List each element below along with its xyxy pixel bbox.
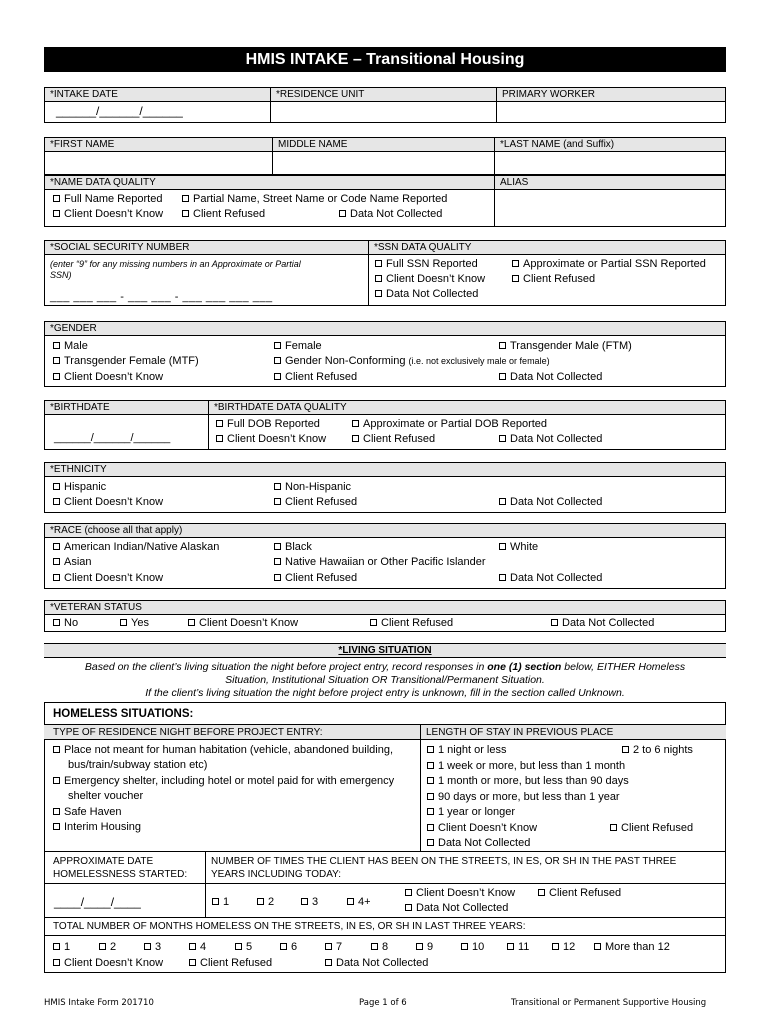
- ssn-refused-option[interactable]: [512, 272, 595, 286]
- instr-part-a: Based on the client’s living situation the night before project entry, record responses in: [84, 661, 488, 673]
- checkbox-icon: [53, 943, 60, 950]
- checkbox-icon: [274, 357, 281, 364]
- race-black-option[interactable]: [274, 540, 312, 554]
- gender-trans-male-option[interactable]: [499, 339, 632, 353]
- stay-refused-option[interactable]: [610, 821, 693, 835]
- birth-full-option[interactable]: [216, 417, 320, 431]
- option-label: Data Not Collected: [510, 433, 603, 445]
- gender-cdk-option[interactable]: [53, 370, 163, 384]
- checkbox-icon: [416, 943, 423, 950]
- name-quality-label: *NAME DATA QUALITY: [50, 177, 156, 188]
- checkbox-icon: [427, 746, 434, 753]
- race-dnc-option[interactable]: [499, 571, 602, 585]
- times-4-plus-option[interactable]: [347, 895, 371, 909]
- checkbox-icon: [144, 943, 151, 950]
- checkbox-icon: [375, 290, 382, 297]
- checkbox-icon: [274, 483, 281, 490]
- option-label: Partial Name, Street Name or Code Name Reported: [193, 193, 448, 205]
- checkbox-icon: [120, 619, 127, 626]
- checkbox-icon: [499, 498, 506, 505]
- veteran-refused-option[interactable]: [370, 616, 453, 630]
- option-label: Data Not Collected: [510, 496, 603, 508]
- option-label: Client Refused: [200, 957, 273, 969]
- checkbox-icon: [405, 904, 412, 911]
- instr-part-c: below, EITHER Homeless: [561, 661, 686, 673]
- checkbox-icon: [427, 808, 434, 815]
- option-label: Client Refused: [363, 433, 436, 445]
- race-ai-option[interactable]: [53, 540, 219, 554]
- times-2-option[interactable]: [257, 895, 274, 909]
- gender-refused-option[interactable]: [274, 370, 357, 384]
- times-homeless-label-2: YEARS INCLUDING TODAY:: [211, 869, 342, 880]
- option-label: White: [510, 541, 539, 553]
- interim-housing-option[interactable]: [53, 820, 141, 834]
- race-label: *RACE (choose all that apply): [50, 525, 183, 536]
- place-not-meant-option[interactable]: [53, 743, 393, 757]
- months-8-option[interactable]: [371, 940, 388, 954]
- birthdate-quality-label: *BIRTHDATE DATA QUALITY: [214, 402, 347, 413]
- months-10-option[interactable]: [461, 940, 484, 954]
- option-label: Data Not Collected: [336, 957, 429, 969]
- ethnicity-non-hispanic-option[interactable]: [274, 480, 351, 494]
- option-label: Black: [285, 541, 312, 553]
- gnc-note: (i.e. not exclusively male or female): [408, 356, 550, 366]
- checkbox-icon: [339, 210, 346, 217]
- length-of-stay-label: LENGTH OF STAY IN PREVIOUS PLACE: [426, 727, 614, 738]
- option-label: 11: [518, 941, 530, 953]
- name-dnc-option[interactable]: [339, 207, 442, 221]
- checkbox-icon: [235, 943, 242, 950]
- months-more-than-12-option[interactable]: [594, 940, 670, 954]
- months-9-option[interactable]: [416, 940, 433, 954]
- footer-page-number: Page 1 of 6: [359, 998, 407, 1008]
- place-not-meant-line-2: bus/train/subway station etc): [68, 759, 208, 771]
- checkbox-icon: [182, 195, 189, 202]
- times-homeless-label: NUMBER OF TIMES THE CLIENT HAS BEEN ON THE STREETS, IN ES, OR SH IN THE PAST THREE: [211, 856, 677, 867]
- months-6-option[interactable]: [280, 940, 297, 954]
- option-label: Emergency shelter, including hotel or motel paid for with emergency: [64, 775, 395, 787]
- times-cdk-option[interactable]: [405, 886, 515, 900]
- checkbox-icon: [499, 373, 506, 380]
- checkbox-icon: [274, 498, 281, 505]
- last-name-label: *LAST NAME (and Suffix): [500, 139, 615, 150]
- checkbox-icon: [274, 342, 281, 349]
- option-label: Client Doesn’t Know: [64, 957, 164, 969]
- race-asian-option[interactable]: [53, 555, 92, 569]
- times-refused-option[interactable]: [538, 886, 621, 900]
- option-label: 6: [291, 941, 298, 953]
- checkbox-icon: [53, 558, 60, 565]
- checkbox-icon: [499, 574, 506, 581]
- checkbox-icon: [507, 943, 514, 950]
- gender-dnc-option[interactable]: [499, 370, 602, 384]
- option-label: Native Hawaiian or Other Pacific Islander: [285, 556, 486, 568]
- checkbox-icon: [53, 746, 60, 753]
- checkbox-icon: [427, 839, 434, 846]
- option-label: 2 to 6 nights: [633, 744, 693, 756]
- first-name-label: *FIRST NAME: [50, 139, 115, 150]
- alias-label: ALIAS: [500, 177, 529, 188]
- option-label: Client Doesn’t Know: [386, 273, 486, 285]
- option-label: Data Not Collected: [562, 617, 655, 629]
- living-instructions-line-1: [44, 660, 726, 674]
- option-label: 1 week or more, but less than 1 month: [438, 760, 626, 772]
- option-label: Client Doesn’t Know: [199, 617, 299, 629]
- option-label: 1 month or more, but less than 90 days: [438, 775, 629, 787]
- intake-date-field[interactable]: ______/______/______: [56, 104, 183, 118]
- option-label: 4: [200, 941, 207, 953]
- gender-label: *GENDER: [50, 323, 97, 334]
- middle-name-label: MIDDLE NAME: [278, 139, 348, 150]
- stay-1-night-option[interactable]: [427, 743, 506, 757]
- checkbox-icon: [216, 420, 223, 427]
- ssn-approx-option[interactable]: [512, 257, 706, 271]
- option-label: Client Refused: [621, 822, 694, 834]
- checkbox-icon: [551, 619, 558, 626]
- birth-cdk-option[interactable]: [216, 432, 326, 446]
- option-label: Client Doesn’t Know: [64, 496, 164, 508]
- option-label: 7: [336, 941, 343, 953]
- stay-1-week-option[interactable]: [427, 759, 625, 773]
- ssn-dnc-option[interactable]: [375, 287, 478, 301]
- living-situation-label: *LIVING SITUATION: [338, 645, 432, 656]
- months-7-option[interactable]: [325, 940, 342, 954]
- veteran-label: *VETERAN STATUS: [50, 602, 142, 613]
- months-dnc-option[interactable]: [325, 956, 428, 970]
- checkbox-icon: [274, 558, 281, 565]
- option-label: Client Refused: [285, 496, 358, 508]
- birth-approx-option[interactable]: [352, 417, 547, 431]
- homeless-title: HOMELESS SITUATIONS:: [53, 708, 194, 720]
- checkbox-icon: [499, 342, 506, 349]
- checkbox-icon: [274, 373, 281, 380]
- checkbox-icon: [53, 342, 60, 349]
- checkbox-icon: [427, 793, 434, 800]
- option-label: Hispanic: [64, 481, 107, 493]
- checkbox-icon: [53, 210, 60, 217]
- checkbox-icon: [216, 435, 223, 442]
- checkbox-icon: [212, 898, 219, 905]
- ethnicity-label: *ETHNICITY: [50, 464, 107, 475]
- last-name-field[interactable]: [495, 153, 725, 174]
- residence-type-label: TYPE OF RESIDENCE NIGHT BEFORE PROJECT ENTRY:: [53, 727, 323, 738]
- ssn-note-2: SSN): [50, 270, 72, 280]
- homeless-start-date-field[interactable]: ____/____/____: [54, 895, 141, 909]
- stay-1-year-option[interactable]: [427, 805, 515, 819]
- checkbox-icon: [610, 824, 617, 831]
- middle-name-field[interactable]: [273, 153, 493, 174]
- option-label: Gender Non-Conforming: [285, 355, 406, 367]
- checkbox-icon: [370, 619, 377, 626]
- checkbox-icon: [347, 898, 354, 905]
- checkbox-icon: [274, 543, 281, 550]
- approx-date-label-2: HOMELESSNESS STARTED:: [53, 869, 188, 880]
- option-label: Transgender Female (MTF): [64, 355, 199, 367]
- ethnicity-hispanic-option[interactable]: [53, 480, 106, 494]
- option-label: 1 night or less: [438, 744, 507, 756]
- option-label: More than 12: [605, 941, 670, 953]
- months-12-option[interactable]: [552, 940, 575, 954]
- living-instructions-line-2: Situation, Institutional Situation OR Transitional/Permanent Situation.: [225, 674, 545, 686]
- option-label: Approximate or Partial SSN Reported: [523, 258, 706, 270]
- checkbox-icon: [301, 898, 308, 905]
- checkbox-icon: [552, 943, 559, 950]
- checkbox-icon: [325, 959, 332, 966]
- option-label: Client Refused: [381, 617, 454, 629]
- option-label: Data Not Collected: [386, 288, 479, 300]
- checkbox-icon: [375, 275, 382, 282]
- stay-2-6-nights-option[interactable]: [622, 743, 693, 757]
- option-label: Data Not Collected: [438, 837, 531, 849]
- option-label: 1: [64, 941, 71, 953]
- option-label: Full DOB Reported: [227, 418, 320, 430]
- option-label: Client Doesn’t Know: [416, 887, 516, 899]
- months-3-option[interactable]: [144, 940, 161, 954]
- emergency-shelter-line-2: shelter voucher: [68, 790, 144, 802]
- living-instructions-line-3: If the client’s living situation the night before project entry is unknown, fill in the section called Unknown.: [145, 687, 625, 699]
- checkbox-icon: [53, 498, 60, 505]
- option-label: Client Refused: [523, 273, 596, 285]
- option-label: Client Refused: [549, 887, 622, 899]
- checkbox-icon: [53, 543, 60, 550]
- ssn-cdk-option[interactable]: [375, 272, 485, 286]
- ethnicity-cdk-option[interactable]: [53, 495, 163, 509]
- residence-unit-label: *RESIDENCE UNIT: [276, 89, 365, 100]
- checkbox-icon: [257, 898, 264, 905]
- option-label: 3: [312, 896, 319, 908]
- name-partial-option[interactable]: [182, 192, 447, 206]
- gender-male-option[interactable]: [53, 339, 88, 353]
- checkbox-icon: [53, 574, 60, 581]
- option-label: Data Not Collected: [510, 371, 603, 383]
- checkbox-icon: [53, 357, 60, 364]
- times-1-option[interactable]: [212, 895, 229, 909]
- checkbox-icon: [99, 943, 106, 950]
- race-white-option[interactable]: [499, 540, 538, 554]
- months-5-option[interactable]: [235, 940, 252, 954]
- name-cdk-option[interactable]: [53, 207, 163, 221]
- option-label: 9: [427, 941, 434, 953]
- checkbox-icon: [375, 260, 382, 267]
- checkbox-icon: [538, 889, 545, 896]
- birth-refused-option[interactable]: [352, 432, 435, 446]
- option-label: Female: [285, 340, 322, 352]
- option-label: Transgender Male (FTM): [510, 340, 632, 352]
- option-label: 10: [472, 941, 485, 953]
- ssn-quality-label: *SSN DATA QUALITY: [374, 242, 472, 253]
- option-label: Male: [64, 340, 88, 352]
- option-label: Client Doesn’t Know: [438, 822, 538, 834]
- months-2-option[interactable]: [99, 940, 116, 954]
- checkbox-icon: [405, 889, 412, 896]
- living-header-row: [44, 643, 726, 658]
- option-label: Client Doesn’t Know: [227, 433, 327, 445]
- option-label: Place not meant for human habitation (vehicle, abandoned building,: [64, 744, 394, 756]
- gender-female-option[interactable]: [274, 339, 322, 353]
- stay-90-days-option[interactable]: [427, 790, 620, 804]
- checkbox-icon: [594, 943, 601, 950]
- gender-gnc-option[interactable]: [274, 354, 550, 368]
- emergency-shelter-option[interactable]: [53, 774, 394, 788]
- option-label: Interim Housing: [64, 821, 142, 833]
- stay-cdk-option[interactable]: [427, 821, 537, 835]
- option-label: 4+: [358, 896, 371, 908]
- option-label: 12: [563, 941, 576, 953]
- checkbox-icon: [461, 943, 468, 950]
- option-label: Client Doesn’t Know: [64, 371, 164, 383]
- checkbox-icon: [427, 824, 434, 831]
- option-label: Data Not Collected: [350, 208, 443, 220]
- race-cdk-option[interactable]: [53, 571, 163, 585]
- option-label: Client Refused: [285, 371, 358, 383]
- months-1-option[interactable]: [53, 940, 70, 954]
- veteran-no-option[interactable]: [53, 616, 78, 630]
- race-refused-option[interactable]: [274, 571, 357, 585]
- checkbox-icon: [182, 210, 189, 217]
- option-label: 8: [382, 941, 389, 953]
- option-label: Client Doesn’t Know: [64, 572, 164, 584]
- months-4-option[interactable]: [189, 940, 206, 954]
- checkbox-icon: [352, 420, 359, 427]
- checkbox-icon: [427, 777, 434, 784]
- option-label: Data Not Collected: [510, 572, 603, 584]
- checkbox-icon: [512, 275, 519, 282]
- intake-date-label: *INTAKE DATE: [50, 89, 118, 100]
- primary-worker-label: PRIMARY WORKER: [502, 89, 595, 100]
- birthdate-field[interactable]: ______/______/______: [54, 432, 171, 444]
- footer-program-type: Transitional or Permanent Supportive Housing: [511, 998, 707, 1008]
- times-3-option[interactable]: [301, 895, 318, 909]
- ssn-field[interactable]: ___ ___ ___ - ___ ___ - ___ ___ ___ ___: [50, 291, 273, 303]
- birth-dnc-option[interactable]: [499, 432, 602, 446]
- months-refused-option[interactable]: [189, 956, 272, 970]
- option-label: Client Refused: [193, 208, 266, 220]
- alias-field[interactable]: [495, 191, 725, 226]
- option-label: Full SSN Reported: [386, 258, 478, 270]
- checkbox-icon: [427, 762, 434, 769]
- race-nh-option[interactable]: [274, 555, 486, 569]
- instr-part-b: one (1) section: [487, 661, 562, 673]
- checkbox-icon: [512, 260, 519, 267]
- ethnicity-refused-option[interactable]: [274, 495, 357, 509]
- checkbox-icon: [499, 435, 506, 442]
- option-label: 1: [223, 896, 230, 908]
- primary-worker-field[interactable]: [497, 103, 725, 122]
- veteran-dnc-option[interactable]: [551, 616, 654, 630]
- veteran-cdk-option[interactable]: [188, 616, 298, 630]
- months-11-option[interactable]: [507, 940, 529, 954]
- checkbox-icon: [53, 959, 60, 966]
- name-refused-option[interactable]: [182, 207, 265, 221]
- option-label: Client Doesn’t Know: [64, 208, 164, 220]
- option-label: Non-Hispanic: [285, 481, 352, 493]
- checkbox-icon: [371, 943, 378, 950]
- checkbox-icon: [189, 943, 196, 950]
- checkbox-icon: [274, 574, 281, 581]
- option-label: Data Not Collected: [416, 902, 509, 914]
- ssn-full-option[interactable]: [375, 257, 478, 271]
- footer-form-id: HMIS Intake Form 201710: [44, 998, 154, 1008]
- approx-date-label: APPROXIMATE DATE: [53, 856, 154, 867]
- checkbox-icon: [53, 777, 60, 784]
- ssn-label: *SOCIAL SECURITY NUMBER: [50, 242, 190, 253]
- checkbox-icon: [189, 959, 196, 966]
- first-name-field[interactable]: [45, 153, 271, 174]
- option-label: Yes: [131, 617, 149, 629]
- stay-1-month-option[interactable]: [427, 774, 629, 788]
- checkbox-icon: [53, 823, 60, 830]
- checkbox-icon: [53, 808, 60, 815]
- veteran-yes-option[interactable]: [120, 616, 149, 630]
- times-dnc-option[interactable]: [405, 901, 508, 915]
- option-label: Full Name Reported: [64, 193, 163, 205]
- option-label: 5: [246, 941, 253, 953]
- checkbox-icon: [188, 619, 195, 626]
- checkbox-icon: [352, 435, 359, 442]
- birthdate-label: *BIRTHDATE: [50, 402, 110, 413]
- ssn-note: (enter “9” for any missing numbers in an Approximate or Partial: [50, 259, 301, 269]
- checkbox-icon: [53, 619, 60, 626]
- option-label: 1 year or longer: [438, 806, 516, 818]
- checkbox-icon: [499, 543, 506, 550]
- stay-dnc-option[interactable]: [427, 836, 530, 850]
- option-label: No: [64, 617, 79, 629]
- ethnicity-dnc-option[interactable]: [499, 495, 602, 509]
- option-label: 90 days or more, but less than 1 year: [438, 791, 620, 803]
- checkbox-icon: [53, 195, 60, 202]
- option-label: 2: [268, 896, 275, 908]
- gender-trans-female-option[interactable]: [53, 354, 199, 368]
- months-homeless-label: TOTAL NUMBER OF MONTHS HOMELESS ON THE STREETS, IN ES, OR SH IN LAST THREE YEARS:: [53, 921, 526, 932]
- option-label: Asian: [64, 556, 92, 568]
- checkbox-icon: [622, 746, 629, 753]
- option-label: Client Refused: [285, 572, 358, 584]
- months-cdk-option[interactable]: [53, 956, 163, 970]
- option-label: 3: [155, 941, 162, 953]
- form-title: HMIS INTAKE – Transitional Housing: [44, 47, 726, 72]
- checkbox-icon: [325, 943, 332, 950]
- option-label: Approximate or Partial DOB Reported: [363, 418, 548, 430]
- checkbox-icon: [53, 373, 60, 380]
- checkbox-icon: [280, 943, 287, 950]
- option-label: Safe Haven: [64, 806, 122, 818]
- option-label: American Indian/Native Alaskan: [64, 541, 220, 553]
- name-full-option[interactable]: [53, 192, 162, 206]
- residence-unit-field[interactable]: [271, 103, 495, 122]
- option-label: 2: [110, 941, 117, 953]
- safe-haven-option[interactable]: [53, 805, 121, 819]
- checkbox-icon: [53, 483, 60, 490]
